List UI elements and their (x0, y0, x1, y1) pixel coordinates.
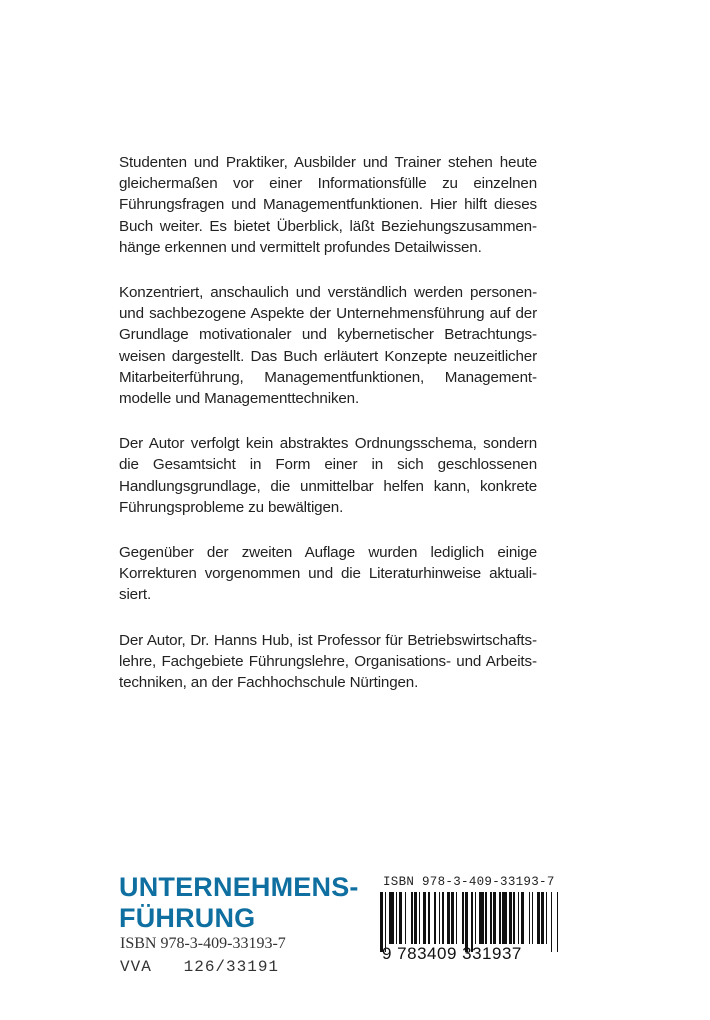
book-title-line-2: FÜHRUNG (119, 903, 256, 933)
barcode-bar (479, 892, 484, 944)
barcode-bar (509, 892, 512, 944)
barcode-bar (462, 892, 464, 944)
barcode-digits: 9 783409 331937 (382, 944, 522, 963)
barcode-bar (485, 892, 487, 944)
barcode-bar (471, 892, 473, 952)
barcode-bar (442, 892, 444, 944)
barcode-bar (521, 892, 524, 944)
barcode-bar (439, 892, 441, 944)
blurb-paragraph-2: Konzentriert, anschaulich und verständlich werden personen- und sachbezogene Aspekte der Unternehmensführung auf der Grundlage motivationaler und kybernetischer Betrachtungsweisen dargestellt. Das Buch erläutert Konzepte neuzeitlicher Mitarbeiterführung, Managementfunktionen, Managementmodelle und Managementtechniken. (119, 284, 537, 408)
barcode-bar (465, 892, 468, 952)
barcode-bar (475, 892, 477, 944)
barcode-bar (541, 892, 544, 944)
barcode-bar (493, 892, 496, 944)
barcode-bar (513, 892, 515, 944)
barcode-bar (399, 892, 402, 944)
barcode-bar (529, 892, 531, 944)
barcode-bar (419, 892, 421, 944)
barcode-bar (380, 892, 383, 952)
barcode-bar (546, 892, 548, 944)
blurb-paragraph-5: Der Autor, Dr. Hanns Hub, ist Professor für Betriebswirtschaftslehre, Fachgebiete Führungslehre, Organisations- und Arbeitstechniken, an der Fachhochschule Nürtingen. (119, 631, 537, 692)
barcode-bar (396, 892, 398, 944)
book-title-line-1: UNTERNEHMENS- (119, 872, 359, 902)
back-cover-blurb (119, 152, 537, 717)
barcode-bar (518, 892, 520, 944)
isbn-text: ISBN 978-3-409-33193-7 (120, 935, 286, 952)
barcode-bar (405, 892, 407, 944)
barcode-bar (532, 892, 534, 944)
barcode-bar (385, 892, 387, 952)
blurb-paragraph-1: Studenten und Praktiker, Ausbilder und Trainer stehen heute gleichermaßen vor einer Informationsfülle zu einzelnen Führungsfragen und Managementfunktionen. Hier hilft dieses Buch weiter. Es bietet Überblick, läßt Beziehungszusammenhänge erkennen und vermittelt profundes Detailwissen. (119, 154, 537, 256)
barcode-bar (414, 892, 417, 944)
barcode-bar (451, 892, 454, 944)
barcode-bar (537, 892, 540, 944)
book-title (119, 872, 359, 934)
barcode-bar (557, 892, 559, 952)
barcode-bar (551, 892, 553, 952)
barcode-bar (411, 892, 413, 944)
barcode-bar (499, 892, 501, 944)
publisher-order-number: VVA 126/33191 (120, 958, 280, 976)
barcode-isbn-label: ISBN 978-3-409-33193-7 (383, 875, 555, 889)
barcode-bar (428, 892, 430, 944)
barcode-bar (447, 892, 450, 944)
blurb-paragraph-3: Der Autor verfolgt kein abstraktes Ordnungsschema, sondern die Gesamtsicht in Form einer in sich geschlossenen Handlungsgrundlage, die unmittelbar helfen kann, konkrete Führungsprobleme zu bewältigen. (119, 435, 537, 516)
barcode-bar (389, 892, 394, 944)
barcode-bar (434, 892, 436, 944)
barcode-bar (490, 892, 492, 944)
barcode-bar (456, 892, 458, 944)
barcode-bar (423, 892, 426, 944)
barcode-bar (502, 892, 507, 944)
blurb-paragraph-4: Gegenüber der zweiten Auflage wurden lediglich einige Korrekturen vorgenommen und die Literaturhinweise aktualisiert. (119, 544, 537, 604)
